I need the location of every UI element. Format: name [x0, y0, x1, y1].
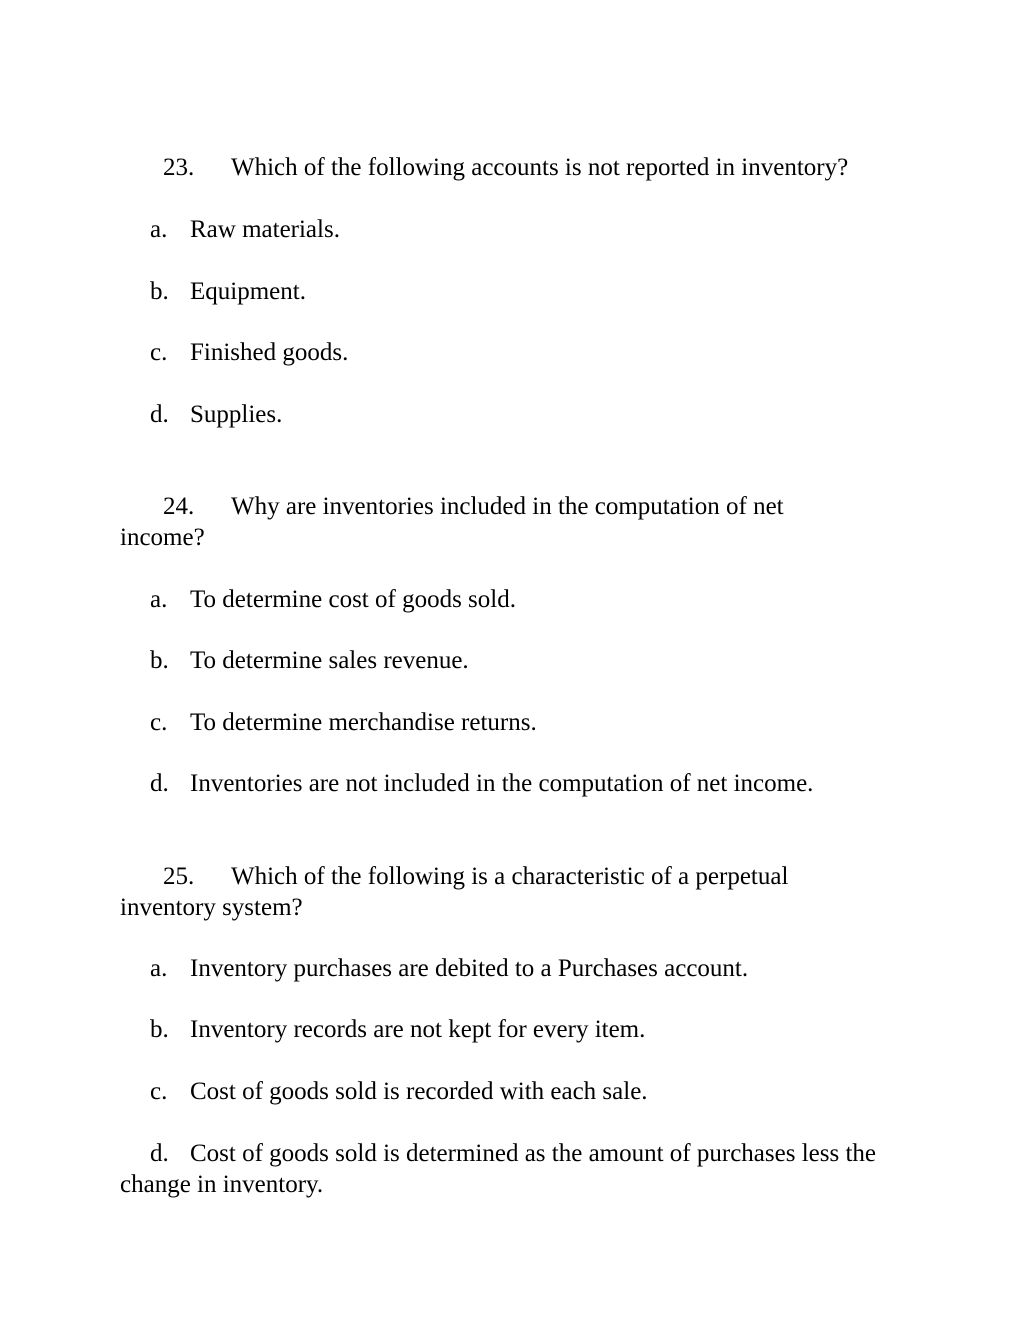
- option-text: Raw materials.: [190, 216, 340, 243]
- question-text: Why are inventories included in the computation of net income?: [120, 493, 784, 551]
- option-letter: c.: [150, 709, 168, 736]
- option-letter: b.: [150, 647, 169, 674]
- answer-option-c: [150, 1076, 648, 1107]
- answer-option-a: [150, 953, 748, 984]
- option-text: Supplies.: [190, 401, 283, 428]
- question-number: 25.: [163, 863, 195, 890]
- answer-option-c: [150, 337, 348, 368]
- option-letter: b.: [150, 278, 169, 305]
- answer-option-d: [150, 399, 282, 430]
- option-text: To determine merchandise returns.: [190, 709, 537, 736]
- question-stem: [120, 861, 850, 923]
- answer-option-d: [120, 1138, 890, 1200]
- option-text: Finished goods.: [190, 339, 349, 366]
- option-text: Equipment.: [190, 278, 306, 305]
- option-letter: d.: [150, 770, 169, 797]
- option-letter: a.: [150, 586, 168, 613]
- option-letter: d.: [150, 401, 169, 428]
- question-number: 23.: [163, 154, 195, 181]
- question-text: Which of the following is a characteristic of a perpetual inventory system?: [120, 863, 789, 921]
- question-text: Which of the following accounts is not reported in inventory?: [231, 154, 849, 181]
- answer-option-b: [150, 276, 306, 307]
- option-letter: b.: [150, 1016, 169, 1043]
- option-letter: d.: [150, 1140, 169, 1167]
- option-text: Inventory records are not kept for every item.: [190, 1016, 646, 1043]
- question-24: [120, 491, 840, 553]
- answer-option-b: [150, 1014, 645, 1045]
- option-text: Cost of goods sold is recorded with each sale.: [190, 1078, 648, 1105]
- answer-option-c: [150, 707, 537, 738]
- answer-option-d: [150, 768, 813, 799]
- option-letter: c.: [150, 339, 168, 366]
- option-letter: a.: [150, 955, 168, 982]
- question-number: 24.: [163, 493, 195, 520]
- option-text: Cost of goods sold is determined as the amount of purchases less the change in inventory.: [120, 1140, 876, 1198]
- answer-option-b: [150, 645, 469, 676]
- answer-option-a: [150, 214, 340, 245]
- question-stem: [120, 152, 900, 183]
- option-text: To determine cost of goods sold.: [190, 586, 516, 613]
- option-text: Inventories are not included in the computation of net income.: [190, 770, 814, 797]
- option-letter: a.: [150, 216, 168, 243]
- question-stem: [120, 491, 840, 553]
- option-text: To determine sales revenue.: [190, 647, 469, 674]
- question-23: [120, 152, 900, 183]
- option-letter: c.: [150, 1078, 168, 1105]
- question-25: [120, 861, 850, 923]
- option-text: Inventory purchases are debited to a Purchases account.: [190, 955, 749, 982]
- answer-option-a: [150, 584, 516, 615]
